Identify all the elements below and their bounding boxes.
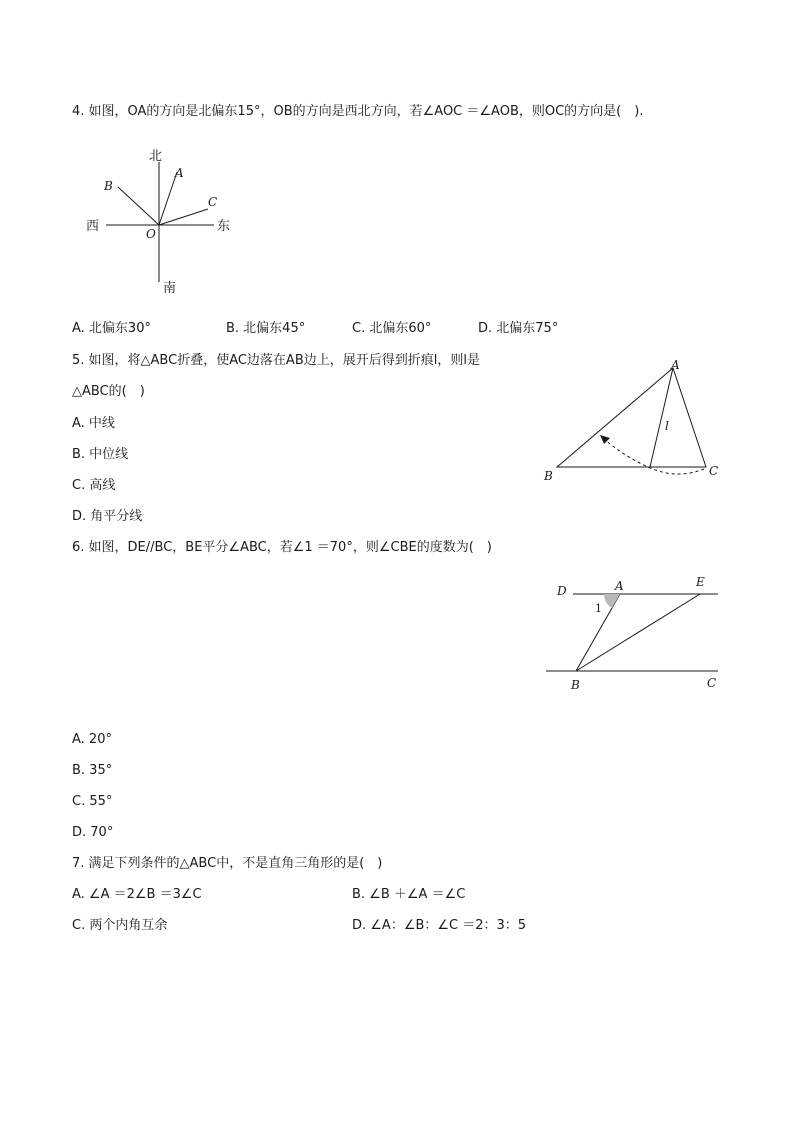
q5-label-c: C [709, 464, 719, 478]
q6-option-b[interactable]: B. 35° [72, 763, 113, 778]
q5-label-b: B [544, 469, 553, 483]
q4-label-north: 北 [149, 149, 163, 164]
q4-label-c: C [208, 195, 218, 209]
q5-option-a[interactable]: A. 中线 [72, 416, 115, 431]
q5-option-d[interactable]: D. 角平分线 [72, 509, 143, 524]
q4-option-b[interactable]: B. 北偏东45° [226, 321, 306, 336]
q7-option-c[interactable]: C. 两个内角互余 [72, 918, 168, 933]
q6-label-c: C [707, 676, 717, 690]
q6-option-c[interactable]: C. 55° [72, 794, 113, 809]
q6-label-angle1: 1 [595, 602, 602, 615]
q6-label-a: A [615, 579, 624, 593]
q7-option-d[interactable]: D. ∠A：∠B：∠C ＝2：3：5 [352, 918, 527, 933]
q4-label-west: 西 [86, 219, 100, 234]
q5-stem-line2: △ABC的( ) [72, 384, 145, 399]
q4-option-c[interactable]: C. 北偏东60° [352, 321, 432, 336]
q6-option-d[interactable]: D. 70° [72, 825, 114, 840]
q7-option-b[interactable]: B. ∠B ＋∠A ＝∠C [352, 887, 466, 902]
q7-stem: 7. 满足下列条件的△ABC中，不是直角三角形的是( ) [72, 856, 383, 871]
q4-compass-figure [80, 142, 240, 302]
q5-option-b[interactable]: B. 中位线 [72, 447, 129, 462]
q4-label-b: B [104, 179, 113, 193]
q4-label-south: 南 [163, 281, 177, 296]
q5-stem-line1: 5. 如图，将△ABC折叠，使AC边落在AB边上，展开后得到折痕l，则l是 [72, 353, 480, 368]
q4-option-a[interactable]: A. 北偏东30° [72, 321, 151, 336]
q6-option-a[interactable]: A. 20° [72, 732, 112, 747]
q5-label-l: l [665, 419, 669, 433]
q5-triangle-figure [536, 352, 732, 488]
q6-stem: 6. 如图，DE//BC，BE平分∠ABC，若∠1 ＝70°，则∠CBE的度数为( ) [72, 540, 492, 555]
q7-option-a[interactable]: A. ∠A ＝2∠B ＝3∠C [72, 887, 202, 902]
q6-label-e: E [696, 575, 705, 589]
q6-parallel-figure [540, 570, 730, 698]
q4-label-east: 东 [217, 219, 231, 234]
q4-option-d[interactable]: D. 北偏东75° [478, 321, 559, 336]
q6-label-d: D [557, 584, 567, 598]
q4-label-o: O [146, 227, 156, 241]
q5-label-a: A [671, 358, 680, 372]
q4-label-a: A [175, 166, 184, 180]
q4-stem: 4. 如图，OA的方向是北偏东15°，OB的方向是西北方向，若∠AOC ＝∠AOB，则OC的方向是( ). [72, 104, 644, 119]
q5-option-c[interactable]: C. 高线 [72, 478, 116, 493]
q6-label-b: B [571, 678, 580, 692]
